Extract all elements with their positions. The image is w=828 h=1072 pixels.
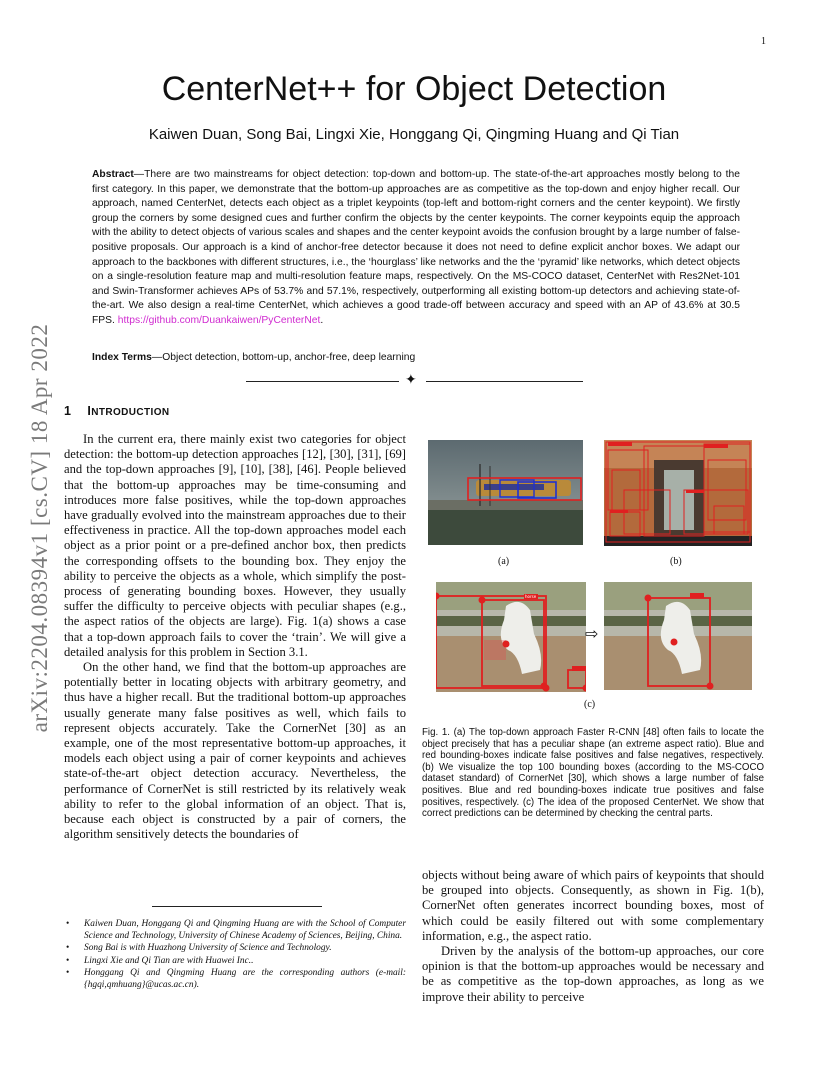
divider-line-right	[426, 381, 583, 382]
paragraph: Driven by the analysis of the bottom-up approaches, our core opinion is that the bottom-up approaches would be necessary and be as competitive as the top-down approaches, as long as we improve their ability to perceive	[422, 944, 764, 1004]
arxiv-stamp: arXiv:2204.08394v1 [cs.CV] 18 Apr 2022	[27, 323, 52, 733]
paper-title: CenterNet++ for Object Detection	[161, 70, 667, 108]
index-terms-text: —Object detection, bottom-up, anchor-free, deep learning	[151, 352, 416, 363]
figure-1a-label: (a)	[498, 556, 510, 567]
index-terms	[92, 352, 740, 363]
footnote: • Kaiwen Duan, Honggang Qi and Qingming Huang are with the School of Computer Science and Technology, University of Chinese Academy of Sciences, Beijing, China.	[64, 919, 406, 942]
author-list: Kaiwen Duan, Song Bai, Lingxi Xie, Honggang Qi, Qingming Huang and Qi Tian	[148, 126, 680, 143]
abstract: Abstract—There are two mainstreams for object detection: top-down and bottom-up. The state-of-the-art approaches mostly belong to the first category. In this paper, we demonstrate that the bottom-up approaches are as competitive as the top-down and enjoy higher recall. Our approach, named CenterNet, detects each object as a triplet keypoints (top-left and bottom-right corners and the center keypoint). We firstly group the corners by some designed cues and further confirm the objects by the center keypoints. The corner keypoints equip the approach with the ability to detect objects of various scales and shapes and the center keypoint avoids the confusion brought by a large number of false-positive proposals. Our approach is a kind of anchor-free detector because it does not need to define explicit anchor boxes. We adapt our approach to the backbones with different structures, i.e., the ‘hourglass’ like networks and the the ‘pyramid’ like networks, which detect objects on a single-resolution feature map and multi-resolution feature maps, respectively. On the MS-COCO dataset, CenterNet with Res2Net-101 and Swin-Transformer achieves APs of 53.7% and 57.1%, respectively, outperforming all existing bottom-up detectors and achieving state-of-the-art. We also design a real-time CenterNet, which achieves a good trade-off between accuracy and speed with an AP of 43.6% at 30.5 FPS. https://github.com/Duankaiwen/PyCenterNet.	[92, 169, 740, 326]
paragraph: In the current era, there mainly exist two categories for object detection: the bottom-up detection approaches [12], [30], [31], [69] and the top-down approaches [9], [10], [38], [46]. People believed that the bottom-up approaches may be time-consuming and introduces more false positives, while the top-down approaches have gradually evolved into the mainstream approaches due to their effectiveness in practice. All the top-down approaches model each object as a prior point or a pre-defined anchor box, then predicts the corresponding offsets to the bounding box. They enjoy the ability to perceive the objects as a whole, which simplify the post-process of generating bounding boxes. However, they usually suffer the difficulty to perceive objects with peculiar shapes (e.g., the aspect ratios of the objects are large). Fig. 1(a) shows a case that a top-down approach fails to cover the ‘train’. We will give a detailed analysis for this problem in Section 3.1.	[64, 432, 406, 659]
figure-1c-left-image	[436, 582, 586, 692]
divider-line-left	[246, 381, 399, 382]
box-tag: horse	[525, 594, 537, 599]
page-number: 1	[761, 36, 766, 47]
abstract-text: —There are two mainstreams for object detection: top-down and bottom-up. The state-of-the-art approaches mostly belong to the first category. In this paper, we demonstrate that the bottom-up approaches are as competitive as the top-down and enjoy higher recall. Our approach, named CenterNet, detects each object as a triplet keypoints (top-left and bottom-right corners and the center keypoint). We firstly group the corners by some designed cues and further confirm the objects by the center keypoints. The corner keypoints equip the approach with the ability to detect objects of various scales and shapes and the center keypoint avoids the confusion brought by a large number of false-positive proposals. Our approach is a kind of anchor-free detector because it does not need to define explicit anchor boxes. We adapt our approach to the backbones with different structures, i.e., the ‘hourglass’ like networks and the the ‘pyramid’ like networks, which detect objects on a single-resolution feature map and multi-resolution feature maps, respectively. On the MS-COCO dataset, CenterNet with Res2Net-101 and Swin-Transformer achieves APs of 53.7% and 57.1%, respectively, outperforming all existing bottom-up detectors and achieving state-of-the-art. We also design a real-time CenterNet, which achieves a good trade-off between accuracy and speed with an AP of 43.6% at 30.5 FPS.	[92, 169, 740, 326]
footnote: • Song Bai is with Huazhong University of Science and Technology.	[64, 943, 406, 955]
section-heading: 1 INTRODUCTION	[64, 404, 170, 418]
arrow-icon: ⇨	[585, 624, 599, 643]
footnotes	[64, 919, 406, 993]
section-number: 1	[64, 404, 72, 418]
figure-1a-image	[428, 440, 583, 545]
footnote-rule	[152, 906, 322, 907]
figure-1c-label: (c)	[584, 699, 596, 710]
code-link[interactable]: https://github.com/Duankaiwen/PyCenterNet	[117, 314, 321, 326]
abstract-label: Abstract	[92, 169, 134, 180]
figure-caption: Fig. 1. (a) The top-down approach Faster R-CNN [48] often fails to locate the object precisely that has a peculiar shape (an extreme aspect ratio). Blue and red bounding-boxes indicate false positives and false negatives, respectively. (b) We visualize the top 100 bounding boxes (according to the MS-COCO dataset standard) of CornerNet [30], which shows a large number of false positives. Blue and red bounding-boxes indicate true positives and false positives, respectively. (c) The idea of the proposed CenterNet. We show that correct predictions can be determined by checking the central parts.	[422, 727, 764, 820]
paragraph: On the other hand, we find that the bottom-up approaches are potentially better in locating objects with arbitrary geometry, and thus have a higher recall. But the traditional bottom-up approaches usually generate many false positives as well, which fails to represent objects accurately. Take the CornerNet [30] as an example, one of the most representative bottom-up approaches, it models each object using a pair of corner keypoints and achieves state-of-the-art object detection accuracy. Nevertheless, the performance of CornerNet is still restricted by its relatively weak ability to refer to the global information of an object. That is, because each object is constructed by a pair of corners, the algorithm sensitively detects the boundaries of	[64, 660, 406, 842]
footnote: • Honggang Qi and Qingming Huang are the corresponding authors (e-mail: {hgqi,qmhuang}@ucas.ac.cn).	[64, 968, 406, 991]
footnote: • Lingxi Xie and Qi Tian are with Huawei Inc..	[64, 956, 406, 968]
right-column-body	[422, 868, 764, 1005]
figure-1c-right-image	[604, 582, 752, 690]
figure-1b-image	[604, 440, 752, 546]
index-terms-label: Index Terms	[92, 352, 152, 363]
left-column-body	[64, 432, 406, 842]
paragraph: objects without being aware of which pairs of keypoints that should be grouped into objects. Consequently, as shown in Fig. 1(b), CornerNet often generates incorrect bounding boxes, most of which could be easily filtered out with some complementary information, e.g., the aspect ratio.	[422, 868, 764, 943]
divider-ornament: ✦	[405, 372, 417, 388]
figure-1b-label: (b)	[670, 556, 682, 567]
